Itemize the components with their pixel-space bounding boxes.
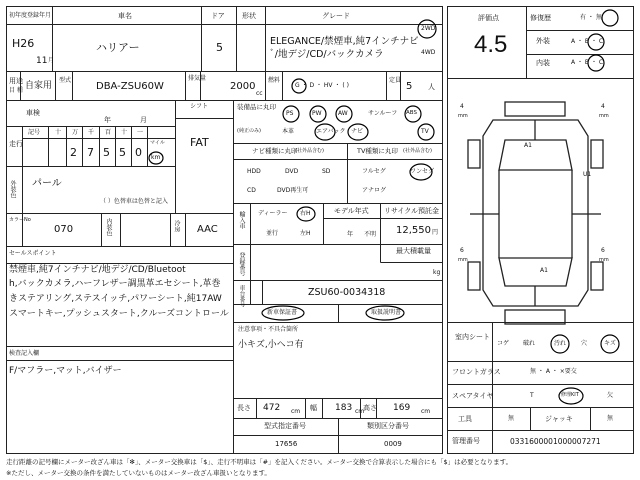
tools-value: 無 <box>508 415 515 422</box>
width-unit: cm <box>355 408 365 415</box>
sheet-opt-scratch: キズ <box>604 340 616 347</box>
mileage-label: 走行 <box>9 140 23 148</box>
mileage-digit-4: 0 <box>135 146 142 159</box>
mileage-unit-km: km <box>151 154 161 161</box>
front-glass-options: 無 ・ A ・ ×要交 <box>530 368 577 375</box>
doors-value: 5 <box>216 41 223 54</box>
mileage-header-0: 十 <box>55 129 62 136</box>
navi-cd: CD <box>247 187 256 194</box>
width-label: 幅 <box>310 404 317 412</box>
capacity-label: 定員 <box>389 77 402 84</box>
capacity-value: 5 <box>406 81 413 92</box>
sheet-opt-stain: 汚れ <box>554 340 567 347</box>
drive-4wd: 4WD <box>421 49 436 56</box>
shift-value: FAT <box>190 136 209 149</box>
mileage-digit-3: 5 <box>119 146 126 159</box>
spare-tire-none: 欠 <box>607 392 614 399</box>
tv-title-sub: (社外品含む) <box>403 148 432 154</box>
import-left-h: 左H <box>300 230 311 237</box>
import-label: 輸入車 <box>238 211 245 229</box>
import-dealer: ディーラー <box>258 210 288 217</box>
sales-points-title: セールスポイント <box>9 250 57 257</box>
sales-point-line-0: 禁煙車,純7インチナビ/地デジ/CD/Bluetoot <box>9 265 186 275</box>
inspection-label: 車検 <box>26 109 40 117</box>
footnote-line1: 走行距離の記号欄にメーター改ざん車は「✻」、メーター交換車は「$」、走行不明車は「#」を記入ください。メーター交換で合算表示した場合にも「$」は必要となります。 <box>6 458 513 466</box>
equip-leather: 本革 <box>282 128 295 135</box>
diagram-unit-fr: mm <box>599 113 609 119</box>
interior-color-label: 内装色 <box>105 218 112 236</box>
chassis-value: ZSU60-0034318 <box>308 287 386 298</box>
recycle-unit: 円 <box>432 229 439 236</box>
usage-sub: 目 種 <box>9 87 23 94</box>
grade-line1: ELEGANCE/禁煙車,純7インチナビ <box>270 36 419 47</box>
exterior-color-label: 外装色 <box>9 180 16 198</box>
checker-title: 検査記入欄 <box>9 350 40 357</box>
model-value: DBA-ZSU60W <box>96 81 164 92</box>
height-value: 169 <box>393 403 411 413</box>
diagram-unit-rl: mm <box>458 257 468 263</box>
length-unit: cm <box>291 408 301 415</box>
exterior-color-note: （ ）色替車は色替と記入 <box>100 198 168 205</box>
chassis-label: 車台番号 <box>238 285 245 307</box>
navi-title: ナビ種類に丸印 <box>252 147 298 155</box>
interior-sheet-label: 室内シート <box>455 333 490 341</box>
usage-label: 用途 <box>9 77 23 85</box>
equip-ps: PS <box>286 110 294 117</box>
tv-oneseg: ワンセグ <box>410 168 435 175</box>
grade-line2: ﾞ/地デジ/CD/バックカメラ <box>270 49 384 60</box>
fuel-options: G ・ D ・ HV ・ ( ) <box>295 82 349 89</box>
management-value: 0331600001000007271 <box>510 437 601 446</box>
navi-title-sub: (社外品含む) <box>295 148 324 154</box>
import-right-h: 右H <box>300 210 311 217</box>
equip-sunroof: サンルーフ <box>368 110 398 117</box>
length-value: 472 <box>263 403 281 413</box>
inspector-title: 注意事項・不具合箇所 <box>238 326 299 333</box>
equipment-title-sub: (純正のみ) <box>237 128 261 134</box>
car-damage-diagram <box>468 102 603 324</box>
load-unit: kg <box>433 269 441 276</box>
diagram-unit-rr: mm <box>599 257 609 263</box>
equip-aw: AW <box>338 110 348 117</box>
model-label: 型式 <box>59 77 72 84</box>
repair-label: 修復歴 <box>530 14 551 22</box>
navi-dvd-play: DVD再生可 <box>277 187 309 194</box>
inspection-year: 年 <box>104 116 111 124</box>
diagram-unit-fl: mm <box>458 113 468 119</box>
capacity-unit: 人 <box>428 83 435 91</box>
model-year-value: 不明 <box>364 231 377 238</box>
displacement-label: 排気量 <box>188 75 207 82</box>
manual: 取扱説明書 <box>371 309 402 316</box>
score-value: 4.5 <box>474 31 508 58</box>
tv-title: TV種類に丸印 <box>357 147 398 155</box>
equip-airbag: エアバック <box>316 128 346 135</box>
diagram-label-rear: A1 <box>540 267 548 274</box>
cc-unit: cc <box>256 90 263 97</box>
diagram-label-side: U1 <box>583 171 592 178</box>
model-year-label: モデル年式 <box>334 207 369 215</box>
equip-pw: PW <box>312 110 322 117</box>
first-reg-year: H26 <box>12 37 35 50</box>
recycle-value: 12,550 <box>396 225 431 236</box>
ac-label: 冷房 <box>173 220 180 232</box>
mileage-unit-mile: マイル <box>150 140 165 146</box>
front-glass-label: フロントガラス <box>452 368 501 376</box>
equipment-title: 装備品に丸印 <box>237 103 276 111</box>
height-unit: cm <box>421 408 431 415</box>
diagram-tread-fr: 4 <box>601 103 605 110</box>
exterior-grade-label: 外装 <box>536 37 550 45</box>
sales-point-line-1: h,バックカメラ,ハーフレザー調黒革エセシート,革巻 <box>9 279 221 289</box>
mileage-digit-0: 2 <box>70 146 77 159</box>
mileage-header-5: 一 <box>137 129 144 136</box>
sheet-opt-tear: 破れ <box>523 340 536 347</box>
jack-label: ジャッキ <box>545 415 573 423</box>
car-name: ハリアー <box>96 41 140 54</box>
spare-tire-kit: 修理KIT <box>561 392 579 398</box>
body-shape-label: 形状 <box>242 12 256 20</box>
exterior-color-value: パール <box>32 178 62 189</box>
grade-label: グレード <box>322 12 350 20</box>
tv-analog: アナログ <box>362 187 387 194</box>
sales-point-line-3: スマートキー,プッシュスタート,クルーズコントロール <box>9 309 229 319</box>
color-no-label: カラーNo <box>9 217 31 223</box>
category-label: 類別区分番号 <box>367 422 409 430</box>
recycle-label: リサイクル預託金 <box>384 207 440 215</box>
drive-2wd: 2WD <box>421 25 436 32</box>
interior-grade-label: 内装 <box>536 59 550 67</box>
navi-sd: SD <box>322 168 331 175</box>
first-reg-month: 11 <box>36 56 48 66</box>
diagram-tread-rl: 6 <box>460 247 464 254</box>
footnote-line2: ※ただし、メーター交換の条件を満たしていないものはメーター改ざん車扱いとなります。 <box>6 469 271 477</box>
length-label: 長さ <box>237 404 251 412</box>
mileage-digit-1: 7 <box>87 146 94 159</box>
mileage-note-label: 記号 <box>28 129 41 136</box>
jack-value: 無 <box>607 415 614 422</box>
sales-point-line-2: きステアリング,ステスイッチ,パワーシート,純17AW <box>9 294 222 304</box>
fuel-label: 燃料 <box>268 77 281 84</box>
score-label: 評価点 <box>478 14 499 22</box>
equip-navi: ナビ <box>351 128 364 135</box>
load-label: 最大積載量 <box>396 247 431 255</box>
mileage-header-4: 十 <box>121 129 128 136</box>
type-designation-value: 17656 <box>275 440 298 448</box>
diagram-tread-fl: 4 <box>460 103 464 110</box>
import-parallel: 並行 <box>266 230 279 237</box>
new-warranty: 新車保証書 <box>267 309 298 316</box>
registration-label: 登録番号 <box>238 252 245 276</box>
management-label: 管理番号 <box>452 437 480 445</box>
diagram-label-front: A1 <box>524 142 532 149</box>
usage-value: 自家用 <box>25 81 53 91</box>
inspection-month: 月 <box>140 116 147 124</box>
repair-options: 有 ・ 無 <box>580 14 602 21</box>
first-reg-label: 初年度登録年月 <box>9 12 52 19</box>
diagram-tread-rr: 6 <box>601 247 605 254</box>
doors-label: ドア <box>211 12 225 20</box>
car-name-label: 車名 <box>118 12 132 20</box>
checker-text: F/マフラー,マット,バイザー <box>9 366 122 376</box>
displacement-value: 2000 <box>230 81 256 92</box>
mileage-digit-2: 5 <box>103 146 110 159</box>
interior-grade-options: A ・ B ・ C <box>571 59 604 66</box>
navi-hdd: HDD <box>247 168 261 175</box>
model-year-unit: 年 <box>347 231 354 238</box>
sheet-opt-hole: 穴 <box>581 340 588 347</box>
navi-dvd: DVD <box>285 168 299 175</box>
first-reg-month-unit: 月 <box>48 57 55 64</box>
sheet-opt-koge: コゲ <box>497 340 510 347</box>
tools-label: 工具 <box>458 415 472 423</box>
tv-fullseg: フルセグ <box>362 168 386 175</box>
spare-tire-label: スペアタイヤ <box>452 392 494 400</box>
type-designation-label: 型式指定番号 <box>264 422 306 430</box>
ac-value: AAC <box>197 224 218 235</box>
mileage-header-3: 百 <box>105 129 112 136</box>
height-label: 高さ <box>363 404 377 412</box>
equip-tv: TV <box>421 128 429 135</box>
exterior-grade-options: A ・ B ・ C <box>571 38 604 45</box>
inspector-text: 小キズ,小ヘコ有 <box>238 340 304 350</box>
width-value: 183 <box>335 403 353 413</box>
mileage-header-2: 千 <box>88 129 95 136</box>
category-value: 0009 <box>384 440 402 448</box>
mileage-header-1: 万 <box>72 129 79 136</box>
spare-tire-t: T <box>530 392 534 399</box>
color-no-value: 070 <box>54 224 74 235</box>
equip-abs: ABS <box>406 110 417 116</box>
shift-label: シフト <box>190 103 209 110</box>
